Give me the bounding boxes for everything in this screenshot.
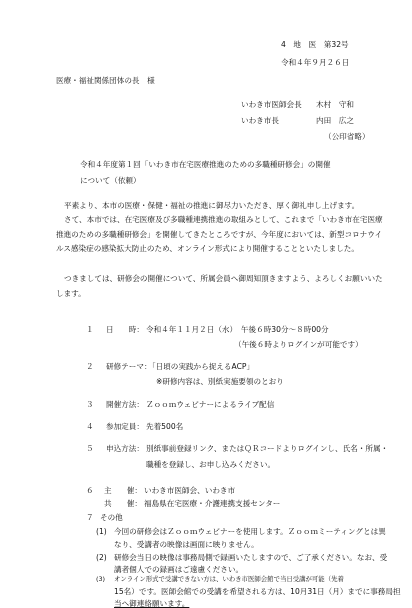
item-6-label-2: 共 催：	[104, 499, 142, 508]
body-paragraph-3: つきましては、研修会の開催について、所属会員へ御周知頂きますよう、よろしくお願いいたします。	[56, 274, 383, 298]
sender-1-title: いわき市医師会長	[241, 100, 302, 109]
sender-2-name: 内田 広之	[316, 116, 354, 125]
body-paragraph-2: さて、本市では、在宅医療及び多職種連携推進の取組みとして、これまで「いわき市在宅医療推進のための多職種研修会」を開催してきたところですが、今年度においては、新型コロナウイルス感染症の感染拡大防止のため、オンライン形式により開催することといたしました。	[56, 215, 383, 254]
note-2-number: (2)	[96, 553, 107, 562]
item-4-number: ４	[86, 422, 94, 431]
note-1-text: 今回の研修会はＺｏｏｍウェビナーを使用します。Ｚｏｏｍミーティングとは異	[114, 527, 386, 536]
note-1-cont: なり、受講者の映像は画面に映りません。	[114, 540, 259, 549]
issue-date: 令和４年９月２６日	[281, 58, 350, 67]
recipient: 医療・福祉関係団体の長 様	[56, 76, 155, 85]
note-3-cont-a: 15名）です。医師会館での受講を希望される方は、10月31日（月）までに事務局担	[114, 587, 401, 596]
sender-1-name: 木村 守和	[316, 100, 354, 109]
item-2-value: 「日頃の実践から捉えるACP」	[148, 362, 255, 371]
item-6-value-2: 福島県在宅医療・介護連携支援センター	[144, 499, 281, 508]
note-2-cont: 講者個人での録画はご遠慮ください。	[114, 565, 244, 574]
item-6-number: ６	[86, 486, 94, 495]
item-6-value: いわき市医師会、いわき市	[144, 486, 236, 495]
item-3-number: ３	[86, 400, 94, 409]
item-7-label: その他	[100, 513, 123, 522]
body-paragraph-1: 平素より、本市の医療・保健・福祉の推進に御尽力いただき、厚く御礼申し上げます。	[64, 201, 360, 210]
item-5-label: 申込方法：	[106, 444, 144, 453]
item-5-sub: 職種を登録し、お申し込みください。	[146, 460, 276, 469]
note-3-cont-b: 当へ御連絡願います。	[114, 599, 190, 608]
item-5-value: 別紙事前登録リンク、またはＱＲコードよりログインし、氏名・所属・	[146, 444, 389, 453]
item-3-label: 開催方法：	[106, 400, 144, 409]
item-6-label: 主 催：	[104, 486, 142, 495]
subject-line-2: について（依頼）	[80, 176, 141, 185]
item-1-value: 令和４年１１月２日（水） 午後６時30分～８時00分	[146, 325, 329, 334]
item-2-number: ２	[86, 362, 94, 371]
note-3-text: オンライン形式で受講できない方は、いわき市医師会館で当日受講が可能（先着	[114, 575, 344, 583]
subject-line-1: 令和４年度第１回「いわき市在宅医療推進のための多職種研修会」の開催	[80, 160, 331, 169]
seal-note: （公印省略）	[324, 132, 370, 141]
reference-number: 4 地 医 第32号	[281, 40, 349, 49]
item-4-label: 参加定員：	[106, 422, 144, 431]
note-3-number: (3)	[96, 575, 106, 583]
item-1-number: １	[86, 325, 94, 334]
item-2-sub: ※研修内容は、別紙実施要領のとおり	[156, 377, 284, 386]
item-2-label: 研修テーマ：	[106, 362, 152, 371]
item-1-sub: （午後６時よりログインが可能です）	[234, 340, 363, 349]
note-2-text: 研修会当日の映像は事務局側で録画いたしますので、ご了承ください。なお、受	[114, 553, 388, 562]
item-7-number: ７	[86, 513, 94, 522]
item-4-value: 先着500名	[146, 422, 184, 431]
item-5-number: ５	[86, 444, 94, 453]
item-3-value: Ｚｏｏｍウェビナーによるライブ配信	[146, 400, 275, 409]
note-1-number: (1)	[96, 527, 107, 536]
sender-2-title: いわき市長	[241, 116, 279, 125]
item-1-label: 日 時：	[106, 325, 144, 334]
